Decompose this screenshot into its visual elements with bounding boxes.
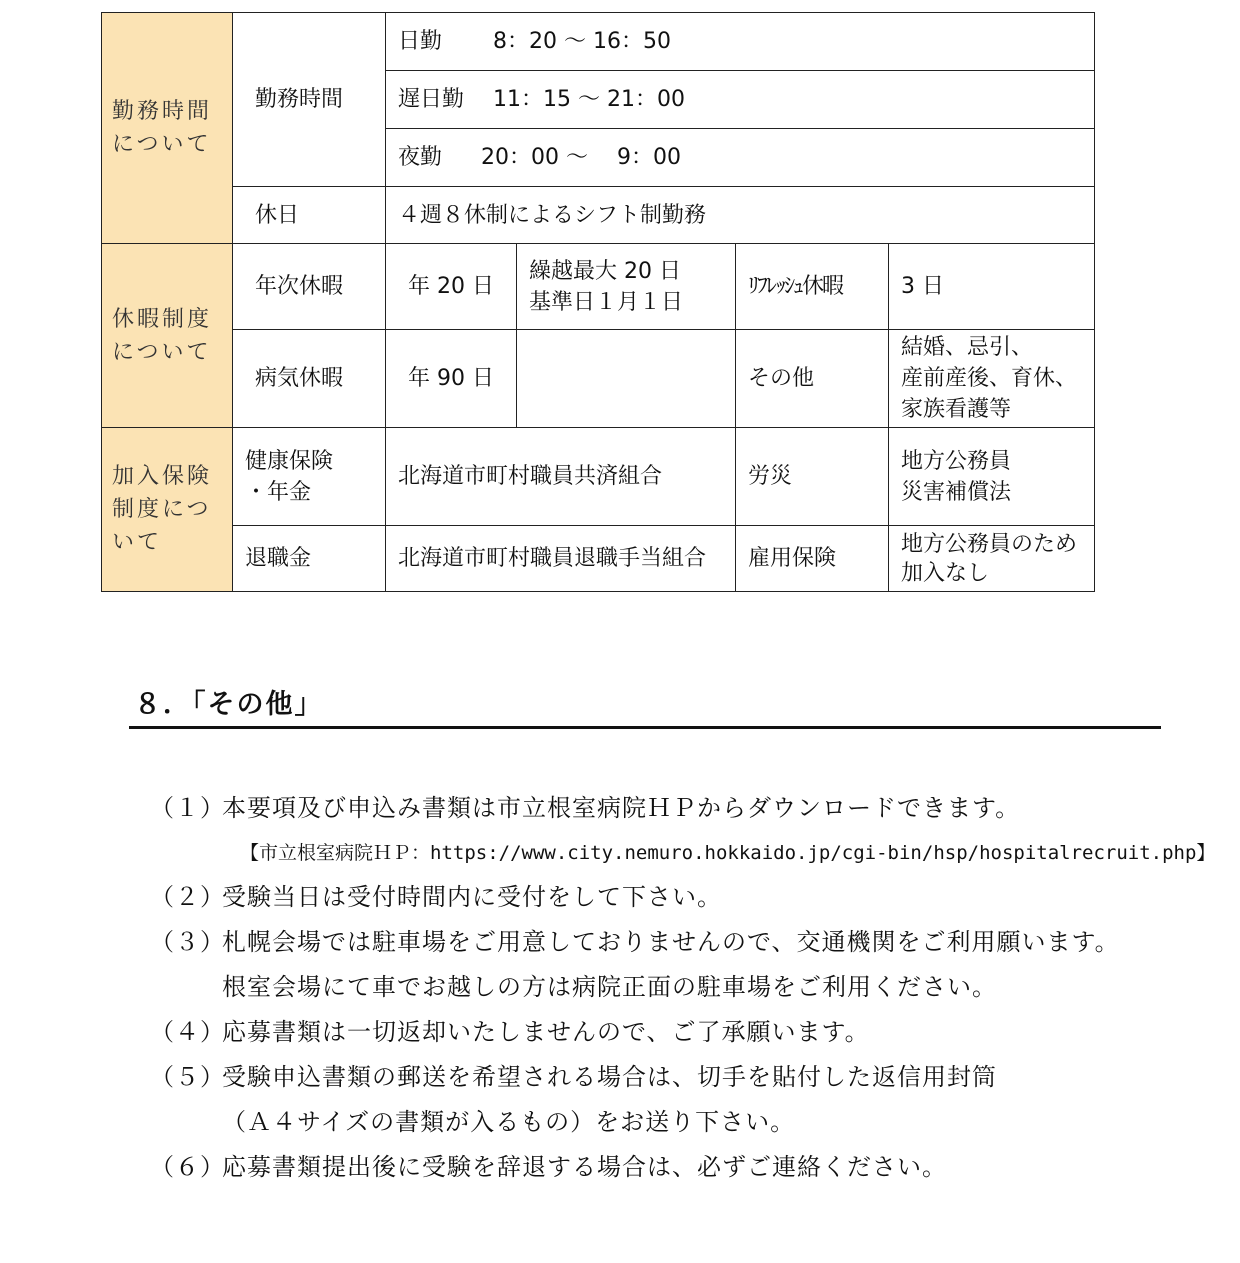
value-refresh-leave: 3 日 xyxy=(889,244,1095,330)
shift-night xyxy=(386,129,1095,187)
value-other-leave xyxy=(889,330,1095,428)
label-employment-insurance: 雇用保険 xyxy=(736,526,889,592)
note-text: 受験申込書類の郵送を希望される場合は、切手を貼付した返信用封筒 xyxy=(222,1063,997,1091)
other-leave-line-3: 家族看護等 xyxy=(901,397,1012,422)
section-divider xyxy=(129,726,1161,729)
note-item-1 xyxy=(150,786,1216,875)
note-text: 応募書類提出後に受験を辞退する場合は、必ずご連絡ください。 xyxy=(222,1153,947,1181)
empty-cell xyxy=(517,330,736,428)
note-number: （５） xyxy=(150,1063,225,1091)
note-text: 受験当日は受付時間内に受付をして下さい。 xyxy=(222,883,722,911)
label-work-hours: 勤務時間 xyxy=(233,13,386,187)
label-refresh-leave: ﾘﾌﾚｯｼｭ休暇 xyxy=(736,244,889,330)
note-text: 本要項及び申込み書類は市立根室病院ＨＰからダウンロードできます。 xyxy=(222,794,1021,822)
accident-value-line-2: 災害補償法 xyxy=(901,479,1012,505)
note-item-6 xyxy=(150,1145,1160,1190)
annual-carry-over xyxy=(517,244,736,330)
value-retirement: 北海道市町村職員退職手当組合 xyxy=(386,526,736,592)
hospital-url: 【市立根室病院ＨＰ：https://www.city.nemuro.hokkaido.jp/cgi-bin/hsp/hospitalrecruit.php】 xyxy=(240,842,1216,864)
shift-day-time: 8：20 〜 16：50 xyxy=(493,29,671,54)
label-retirement: 退職金 xyxy=(233,526,386,592)
value-sick-leave: 年 90 日 xyxy=(386,330,517,428)
note-number: （２） xyxy=(150,883,225,911)
value-employment-insurance: 地方公務員のため加入なし xyxy=(889,526,1095,592)
annual-carry-max: 繰越最大 20 日 xyxy=(529,258,681,284)
health-label-line-1: 健康保険 xyxy=(245,448,334,474)
notes-list xyxy=(150,786,1216,1190)
label-accident-insurance: 労災 xyxy=(736,428,889,526)
category-insurance: 加入保険制度について xyxy=(102,428,233,592)
accident-value-line-1: 地方公務員 xyxy=(901,448,1012,474)
section-title: ８．「その他」 xyxy=(134,689,324,720)
health-label-line-2: ・年金 xyxy=(245,479,312,505)
note-text: 応募書類は一切返却いたしませんので、ご了承願います。 xyxy=(222,1018,870,1046)
annual-base-date: 基準日１月１日 xyxy=(529,289,684,315)
shift-late-day-time: 11：15 〜 21：00 xyxy=(493,87,685,112)
shift-late-day xyxy=(386,71,1095,129)
value-annual-leave: 年 20 日 xyxy=(386,244,517,330)
note-number: （１） xyxy=(150,794,225,822)
label-sick-leave: 病気休暇 xyxy=(233,330,386,428)
note-item-3 xyxy=(150,920,1160,1010)
note-item-4 xyxy=(150,1010,1160,1055)
note-text: 札幌会場では駐車場をご用意しておりませんので、交通機関をご利用願います。 xyxy=(222,928,1120,956)
value-holiday: ４週８休制によるシフト制勤務 xyxy=(386,187,1095,244)
shift-late-day-name: 遅日勤 xyxy=(398,87,465,112)
note-item-2 xyxy=(150,875,1160,920)
value-accident-insurance xyxy=(889,428,1095,526)
category-leave: 休暇制度について xyxy=(102,244,233,428)
label-other-leave: その他 xyxy=(736,330,889,428)
note-text-2: （Ａ４サイズの書類が入るもの）をお送り下さい。 xyxy=(222,1108,796,1136)
label-holiday: 休日 xyxy=(233,187,386,244)
label-health-insurance xyxy=(233,428,386,526)
other-leave-line-1: 結婚、忌引、 xyxy=(901,335,1034,360)
shift-day xyxy=(386,13,1095,71)
note-item-5 xyxy=(150,1055,1160,1145)
conditions-table xyxy=(101,12,1095,592)
note-number: （４） xyxy=(150,1018,225,1046)
note-text-2: 根室会場にて車でお越しの方は病院正面の駐車場をご利用ください。 xyxy=(222,973,997,1001)
note-number: （３） xyxy=(150,928,225,956)
category-work: 勤務時間について xyxy=(102,13,233,244)
shift-night-time: 20：00 〜 9：00 xyxy=(481,145,681,170)
shift-night-name: 夜勤 xyxy=(398,145,443,170)
other-leave-line-2: 産前産後、育休、 xyxy=(901,366,1078,391)
value-health-insurance: 北海道市町村職員共済組合 xyxy=(386,428,736,526)
note-number: （６） xyxy=(150,1153,225,1181)
shift-day-name: 日勤 xyxy=(398,29,443,54)
label-annual-leave: 年次休暇 xyxy=(233,244,386,330)
